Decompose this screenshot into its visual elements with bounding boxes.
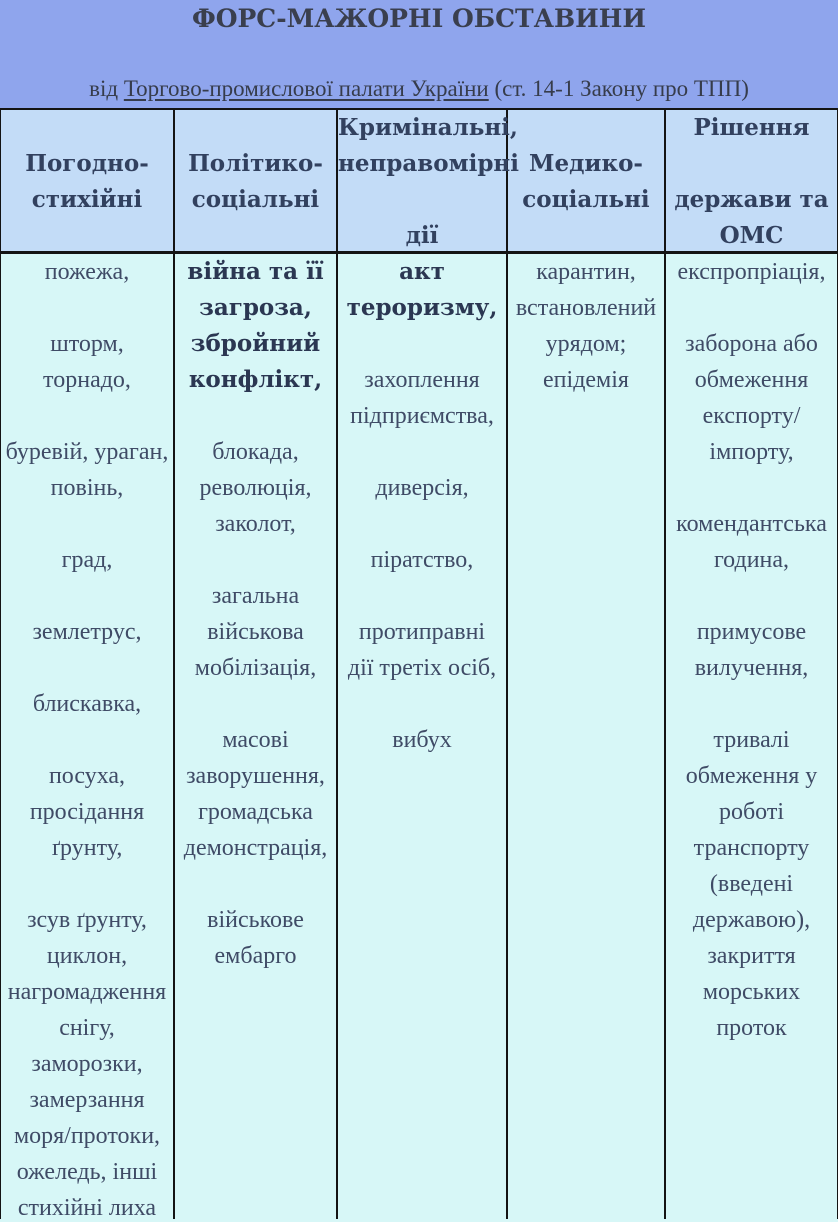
cell-paragraph	[338, 254, 506, 326]
cell-text-line: диверсія,	[375, 475, 469, 501]
cell-text-line: закриття	[707, 943, 796, 969]
cell-text-line: година,	[713, 547, 790, 573]
cell-text-line: повінь,	[50, 475, 124, 501]
cell-text-line: захоплення	[364, 367, 480, 393]
cell-text-line: масові	[222, 727, 289, 753]
header-text-line	[175, 218, 336, 254]
header-text-line	[666, 146, 837, 182]
header-text-line: ОМС	[719, 222, 784, 249]
column-header-political	[175, 110, 338, 251]
cell-text-line: пожежа,	[44, 259, 130, 285]
cell-paragraph	[666, 614, 837, 686]
header-text-line: Політико-	[188, 150, 323, 177]
cell-paragraph	[666, 326, 837, 470]
column-cells-political	[175, 254, 338, 1219]
cell-text-line: експорту/	[702, 403, 801, 429]
header-text-line: Кримінальні,	[338, 114, 518, 141]
cell-text-line: замерзання	[29, 1087, 145, 1113]
cell-text-line: буревій, ураган,	[5, 439, 169, 465]
cell-text-line: циклон,	[46, 943, 128, 969]
cell-text-line: стихійні лиха	[17, 1195, 157, 1219]
cell-paragraph	[508, 254, 664, 398]
cell-text-line: революція,	[199, 475, 312, 501]
header-text-line	[338, 182, 506, 218]
force-majeure-table	[0, 108, 838, 1219]
column-cells-medical	[508, 254, 666, 1219]
cell-text-line: державою),	[692, 907, 811, 933]
cell-text-line: загальна	[211, 583, 300, 609]
cell-text-line: обмеження у	[685, 763, 818, 789]
cell-text-line: імпорту,	[709, 439, 794, 465]
tpp-ukraine-link[interactable]: Торгово-промислової палати України	[123, 76, 489, 101]
cell-paragraph	[1, 434, 173, 506]
header-text-line	[1, 218, 173, 254]
header-text-line	[175, 110, 336, 146]
cell-paragraph	[1, 542, 173, 578]
page-title: ФОРС-МАЖОРНІ ОБСТАВИНИ	[192, 4, 646, 33]
cell-text-line: підприємства,	[350, 403, 494, 429]
cell-text-line: війна та її	[187, 258, 324, 285]
cell-text-line: встановлений	[515, 295, 657, 321]
column-cells-state	[666, 254, 838, 1219]
cell-text-line: експропріація,	[677, 259, 826, 285]
cell-text-line: посуха,	[48, 763, 126, 789]
cell-paragraph	[175, 902, 336, 974]
cell-text-line: протиправні	[358, 619, 486, 645]
cell-paragraph	[175, 722, 336, 866]
cell-text-line: морських	[702, 979, 801, 1005]
cell-text-line: карантин,	[536, 259, 636, 285]
column-cells-weather	[0, 254, 175, 1219]
cell-paragraph	[1, 614, 173, 650]
header-text-line	[508, 110, 664, 146]
cell-text-line: обмеження	[694, 367, 809, 393]
cell-text-line: загроза,	[199, 294, 312, 321]
header-text-line: соціальні	[191, 186, 320, 213]
cell-text-line: заморозки,	[31, 1051, 143, 1077]
cell-paragraph	[338, 614, 506, 686]
header-text-line	[508, 218, 664, 254]
cell-text-line: конфлікт,	[188, 366, 323, 393]
column-header-state	[666, 110, 838, 251]
cell-text-line: торнадо,	[43, 367, 131, 393]
cell-paragraph	[175, 254, 336, 398]
subtitle	[89, 75, 749, 103]
cell-text-line: град,	[61, 547, 113, 573]
column-header-weather	[0, 110, 175, 251]
cell-paragraph	[666, 722, 837, 1046]
cell-text-line: транспорту	[693, 835, 810, 861]
cell-text-line: урядом;	[545, 331, 627, 357]
cell-paragraph	[338, 722, 506, 758]
header-text-line: соціальні	[522, 186, 650, 213]
cell-text-line: тривалі	[713, 727, 790, 753]
cell-paragraph	[1, 758, 173, 866]
cell-text-line: військова	[207, 619, 304, 645]
cell-paragraph	[1, 326, 173, 398]
cell-text-line: ембарго	[214, 943, 297, 969]
cell-text-line: (введені	[709, 871, 794, 897]
cell-paragraph	[338, 362, 506, 434]
cell-text-line: тероризму,	[346, 294, 498, 321]
cell-text-line: шторм,	[50, 331, 124, 357]
cell-text-line: піратство,	[370, 547, 474, 573]
cell-paragraph	[1, 686, 173, 722]
header-text-line: держави та	[674, 186, 829, 213]
cell-text-line: примусове	[696, 619, 807, 645]
column-header-criminal	[338, 110, 519, 251]
cell-text-line: збройний	[190, 330, 321, 357]
header-text-line: Рішення	[693, 114, 810, 141]
cell-text-line: дії третіх осіб,	[347, 655, 497, 681]
subtitle-suffix: (ст. 14-1 Закону про ТПП)	[488, 76, 749, 101]
cell-text-line: блокада,	[212, 439, 299, 465]
cell-text-line: заборона або	[685, 331, 818, 357]
cell-text-line: комендантська	[676, 511, 827, 537]
cell-paragraph	[1, 254, 173, 290]
cell-text-line: просідання	[29, 799, 145, 825]
table-body-row	[0, 254, 838, 1219]
cell-paragraph	[666, 254, 837, 290]
cell-text-line: ожеледь, інші	[16, 1159, 158, 1185]
header-text-line: неправомірні	[338, 150, 519, 177]
cell-text-line: епідемія	[543, 367, 629, 393]
column-cells-criminal	[338, 254, 508, 1219]
column-header-medical	[508, 110, 666, 251]
cell-text-line: військове	[207, 907, 304, 933]
header-text-line: Медико-	[529, 150, 643, 177]
cell-text-line: зсув ґрунту,	[27, 907, 147, 933]
cell-text-line: заворушення,	[186, 763, 325, 789]
cell-text-line: ґрунту,	[51, 835, 123, 861]
header-text-line	[1, 110, 173, 146]
cell-paragraph	[175, 434, 336, 542]
page-banner	[0, 0, 838, 108]
cell-paragraph	[666, 506, 837, 578]
header-text-line: Погодно-	[25, 150, 149, 177]
subtitle-prefix: від	[89, 76, 124, 101]
cell-text-line: мобілізація,	[194, 655, 317, 681]
cell-text-line: громадська	[198, 799, 313, 825]
table-header-row	[0, 110, 838, 254]
cell-text-line: блискавка,	[32, 691, 142, 717]
cell-text-line: демонстрація,	[183, 835, 328, 861]
cell-text-line: проток	[716, 1015, 787, 1041]
header-text-line: дії	[405, 222, 439, 249]
cell-text-line: вибух	[392, 727, 452, 753]
header-text-line: стихійні	[31, 186, 143, 213]
cell-text-line: акт	[399, 258, 445, 285]
cell-text-line: заколот,	[215, 511, 296, 537]
cell-paragraph	[1, 902, 173, 1219]
cell-paragraph	[338, 470, 506, 506]
cell-paragraph	[338, 542, 506, 578]
cell-text-line: роботі	[718, 799, 785, 825]
cell-text-line: моря/протоки,	[13, 1123, 161, 1149]
cell-text-line: вилучення,	[694, 655, 809, 681]
cell-paragraph	[175, 578, 336, 686]
cell-text-line: снігу,	[59, 1015, 115, 1041]
cell-text-line: землетрус,	[32, 619, 142, 645]
cell-text-line: нагромадження	[7, 979, 167, 1005]
